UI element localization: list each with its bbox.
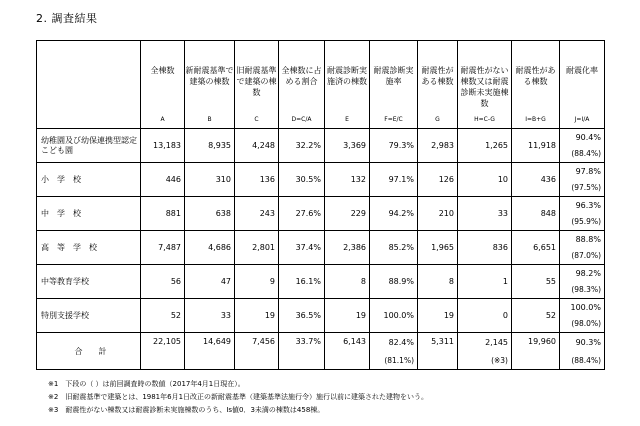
cell-i: 52 [512, 299, 560, 333]
cell-d: 27.6% [279, 197, 325, 231]
table-row [37, 163, 605, 197]
cell-b: 33 [185, 299, 235, 333]
footnote: ※1 下段の（ ）は前回調査時の数値（2017年4月1日現在）。 [48, 380, 245, 388]
cell-i: 848 [512, 197, 560, 231]
cell-e: 8 [325, 265, 370, 299]
total-a: 22,105 [141, 333, 185, 370]
cell-h: 1 [458, 265, 512, 299]
cell-d: 36.5% [279, 299, 325, 333]
cell-j: 97.8% (97.5%) [560, 163, 605, 197]
cell-f: 88.9% [370, 265, 418, 299]
cell-c: 9 [235, 265, 279, 299]
row-label: 中 学 校 [37, 197, 141, 231]
cell-d: 32.2% [279, 129, 325, 163]
total-g: 5,311 [418, 333, 458, 370]
table-row [37, 231, 605, 265]
cell-j: 88.8% (87.0%) [560, 231, 605, 265]
cell-a: 56 [141, 265, 185, 299]
cell-f: 94.2% [370, 197, 418, 231]
cell-c: 19 [235, 299, 279, 333]
total-row [37, 333, 605, 370]
cell-c: 243 [235, 197, 279, 231]
cell-h: 33 [458, 197, 512, 231]
cell-j: 98.2% (98.3%) [560, 265, 605, 299]
cell-j: 90.4% (88.4%) [560, 129, 605, 163]
cell-g: 126 [418, 163, 458, 197]
cell-i: 6,651 [512, 231, 560, 265]
cell-e: 3,369 [325, 129, 370, 163]
header-row [37, 41, 605, 129]
cell-e: 2,386 [325, 231, 370, 265]
total-label: 合 計 [37, 333, 141, 370]
footnote: ※2 旧耐震基準で建築とは、1981年6月1日改正の新耐震基準（建築基準法施行令）施行以前に建築された建物をいう。 [48, 393, 429, 401]
cell-e: 19 [325, 299, 370, 333]
cell-h: 1,265 [458, 129, 512, 163]
cell-b: 638 [185, 197, 235, 231]
cell-j: 100.0% (98.0%) [560, 299, 605, 333]
cell-b: 8,935 [185, 129, 235, 163]
total-d: 33.7% [279, 333, 325, 370]
cell-j: 96.3% (95.9%) [560, 197, 605, 231]
total-i: 19,960 [512, 333, 560, 370]
row-label: 小 学 校 [37, 163, 141, 197]
header-cell: 全棟数 A [141, 41, 185, 129]
cell-e: 132 [325, 163, 370, 197]
table-row [37, 129, 605, 163]
cell-d: 16.1% [279, 265, 325, 299]
cell-h: 0 [458, 299, 512, 333]
table-row [37, 265, 605, 299]
row-label: 高 等 学 校 [37, 231, 141, 265]
header-cell: 耐震性がある棟数 I=B+G [512, 41, 560, 129]
cell-a: 7,487 [141, 231, 185, 265]
results-table [36, 40, 605, 370]
total-j: 90.3% (88.4%) [560, 333, 605, 370]
total-h: 2,145 (※3) [458, 333, 512, 370]
cell-a: 52 [141, 299, 185, 333]
cell-d: 30.5% [279, 163, 325, 197]
cell-g: 8 [418, 265, 458, 299]
header-cell: 旧耐震基準で建築の棟数 C [235, 41, 279, 129]
cell-f: 100.0% [370, 299, 418, 333]
row-label: 幼稚園及び幼保連携型認定こども園 [37, 129, 141, 163]
header-cell: 新耐震基準で建築の棟数 B [185, 41, 235, 129]
total-e: 6,143 [325, 333, 370, 370]
cell-a: 881 [141, 197, 185, 231]
cell-g: 19 [418, 299, 458, 333]
cell-c: 2,801 [235, 231, 279, 265]
table-row [37, 197, 605, 231]
total-f: 82.4% (81.1%) [370, 333, 418, 370]
cell-b: 47 [185, 265, 235, 299]
cell-f: 85.2% [370, 231, 418, 265]
row-label: 中等教育学校 [37, 265, 141, 299]
row-label: 特別支援学校 [37, 299, 141, 333]
cell-a: 446 [141, 163, 185, 197]
footnote: ※3 耐震性がない棟数又は耐震診断未実施棟数のうち、Is値0．3未満の棟数は458棟。 [48, 406, 325, 414]
footnotes [48, 378, 428, 417]
cell-b: 310 [185, 163, 235, 197]
header-cell: 全棟数に占める割合 D=C/A [279, 41, 325, 129]
cell-f: 79.3% [370, 129, 418, 163]
cell-i: 436 [512, 163, 560, 197]
cell-f: 97.1% [370, 163, 418, 197]
cell-c: 136 [235, 163, 279, 197]
header-cell: 耐震化率 J=I/A [560, 41, 605, 129]
cell-g: 210 [418, 197, 458, 231]
cell-c: 4,248 [235, 129, 279, 163]
header-cell: 耐震診断実施率 F=E/C [370, 41, 418, 129]
cell-h: 836 [458, 231, 512, 265]
total-c: 7,456 [235, 333, 279, 370]
header-cell: 耐震性がある棟数 G [418, 41, 458, 129]
header-cell: 耐震診断実施済の棟数 E [325, 41, 370, 129]
total-b: 14,649 [185, 333, 235, 370]
cell-g: 1,965 [418, 231, 458, 265]
header-cell: 耐震性がない棟数又は耐震診断未実施棟数 H=C-G [458, 41, 512, 129]
header-blank [37, 41, 141, 129]
cell-g: 2,983 [418, 129, 458, 163]
cell-e: 229 [325, 197, 370, 231]
cell-i: 55 [512, 265, 560, 299]
cell-h: 10 [458, 163, 512, 197]
section-title: 2. 調査結果 [36, 12, 98, 25]
cell-a: 13,183 [141, 129, 185, 163]
cell-i: 11,918 [512, 129, 560, 163]
cell-b: 4,686 [185, 231, 235, 265]
cell-d: 37.4% [279, 231, 325, 265]
table-row [37, 299, 605, 333]
